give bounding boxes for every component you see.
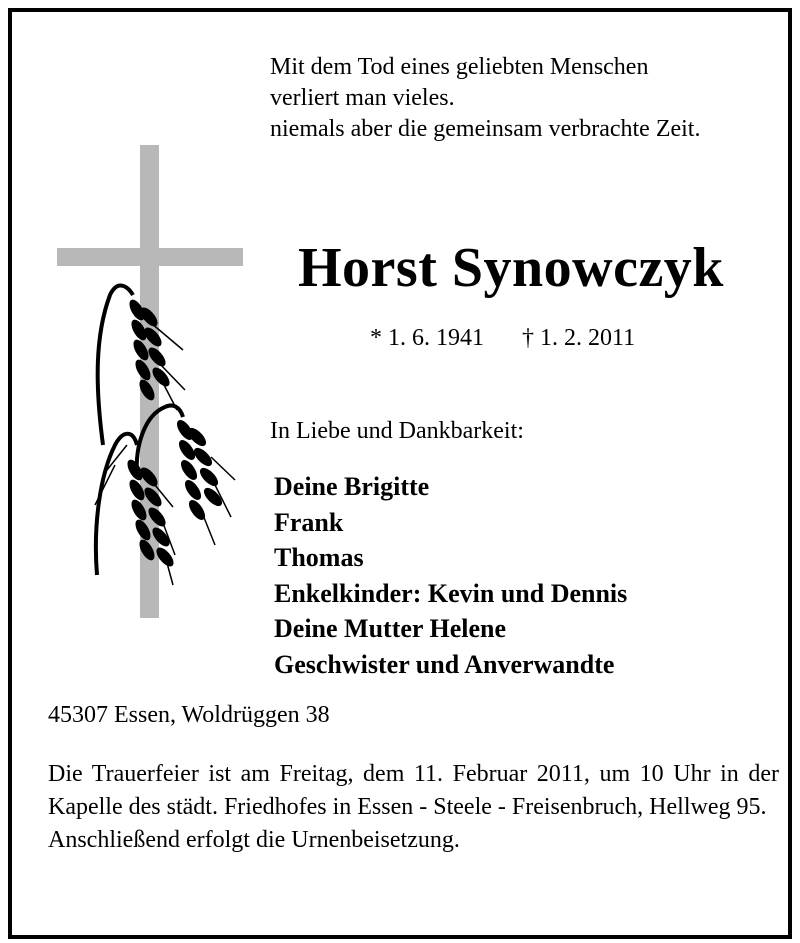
quote-line: verliert man vieles.: [270, 85, 455, 111]
burial-note: Anschließend erfolgt die Urnenbeisetzung.: [48, 827, 460, 853]
mourner-item: Geschwister und Anverwandte: [274, 649, 615, 679]
mourner-item: Enkelkinder: Kevin und Dennis: [274, 578, 628, 608]
mourner-item: Frank: [274, 507, 344, 537]
funeral-details: Die Trauerfeier ist am Freitag, dem 11. Februar 2011, um 10 Uhr in der Kapelle des städt. Friedhofes in Essen - Steele - Freisenbruch, Hellweg 95.: [48, 761, 779, 820]
deceased-name: Horst Synowczyk: [298, 237, 724, 299]
mourner-item: Thomas: [274, 543, 364, 572]
birth-date: * 1. 6. 1941: [370, 325, 484, 351]
wheat-icon: [95, 286, 235, 585]
memorial-quote: [270, 52, 700, 145]
mourners-list: [274, 469, 627, 682]
thanks-line: In Liebe und Dankbarkeit:: [270, 418, 524, 444]
life-dates: [370, 325, 635, 352]
funeral-notice: [48, 758, 779, 857]
family-address: 45307 Essen, Woldrüggen 38: [48, 702, 330, 728]
mourner-item: Deine Brigitte: [274, 472, 430, 501]
cross-wheat-emblem: [55, 145, 245, 620]
quote-line: niemals aber die gemeinsam verbrachte Zeit.: [270, 116, 701, 142]
quote-line: Mit dem Tod eines geliebten Menschen: [270, 54, 649, 80]
death-date: † 1. 2. 2011: [522, 325, 636, 351]
mourner-item: Deine Mutter Helene: [274, 614, 506, 643]
